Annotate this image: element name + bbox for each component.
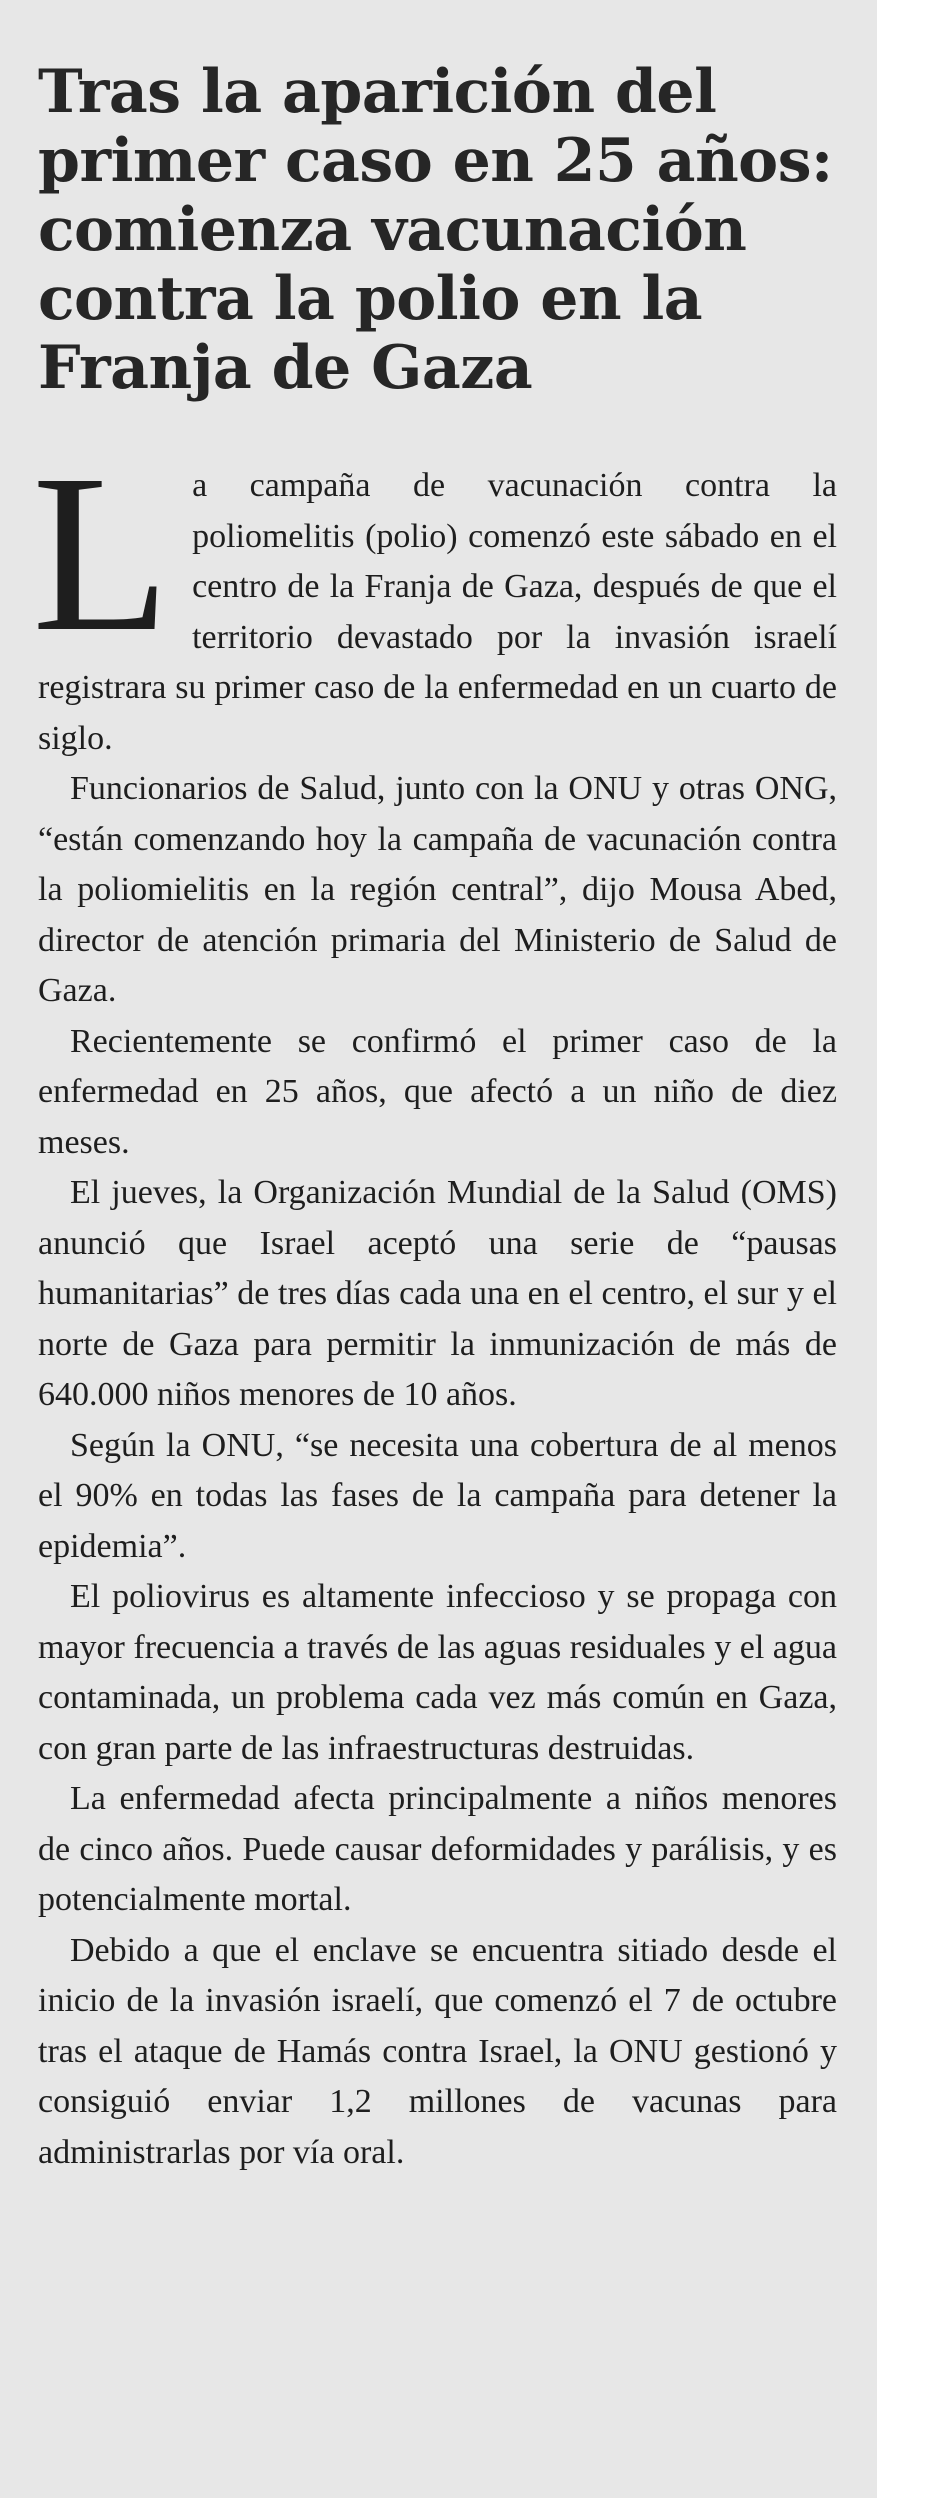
- lead-paragraph-text: a campaña de vacunación contra la poliomelitis (polio) comenzó este sábado en el centro de la Franja de Gaza, después de que el territorio devastado por la invasión israelí registrara su primer caso de la enfermedad en un cuarto de siglo.: [38, 467, 837, 757]
- body-paragraph-4: Según la ONU, “se necesita una cobertura de al menos el 90% en todas las fases de la campaña para detener la epidemia”.: [38, 1426, 837, 1565]
- body-paragraph-3: El jueves, la Organización Mundial de la Salud (OMS) anunció que Israel aceptó una serie de “pausas humanitarias” de tres días cada una en el centro, el sur y el norte de Gaza para permitir la inmunización de más de 640.000 niños menores de 10 años.: [38, 1174, 837, 1413]
- body-paragraph-5: El poliovirus es altamente infeccioso y se propaga con mayor frecuencia a través de las aguas residuales y el agua contaminada, un problema cada vez más común en Gaza, con gran parte de las infraestructuras destruidas.: [38, 1578, 837, 1767]
- body-paragraph-6: La enfermedad afecta principalmente a niños menores de cinco años. Puede causar deformidades y parálisis, y es potencialmente mortal.: [38, 1780, 837, 1918]
- lead-paragraph: [32, 428, 837, 764]
- body-paragraph-2: Recientemente se confirmó el primer caso de la enfermedad en 25 años, que afectó a un niño de diez meses.: [38, 1022, 837, 1161]
- body-paragraph-1: Funcionarios de Salud, junto con la ONU y otras ONG, “están comenzando hoy la campaña de vacunación contra la poliomielitis en la región central”, dijo Mousa Abed, director de atención primaria del Ministerio de Salud de Gaza.: [38, 770, 837, 1009]
- drop-cap: L: [32, 428, 171, 678]
- article-body: [32, 428, 837, 2178]
- body-paragraph-7: Debido a que el enclave se encuentra sitiado desde el inicio de la invasión israelí, que comenzó el 7 de octubre tras el ataque de Hamás contra Israel, la ONU gestionó y consiguió enviar 1,2 millones de vacunas para administrarlas por vía oral.: [38, 1931, 837, 2171]
- article-headline: Tras la aparición del primer caso en 25 años: comienza vacunación contra la polio en la Franja de Gaza: [38, 57, 833, 403]
